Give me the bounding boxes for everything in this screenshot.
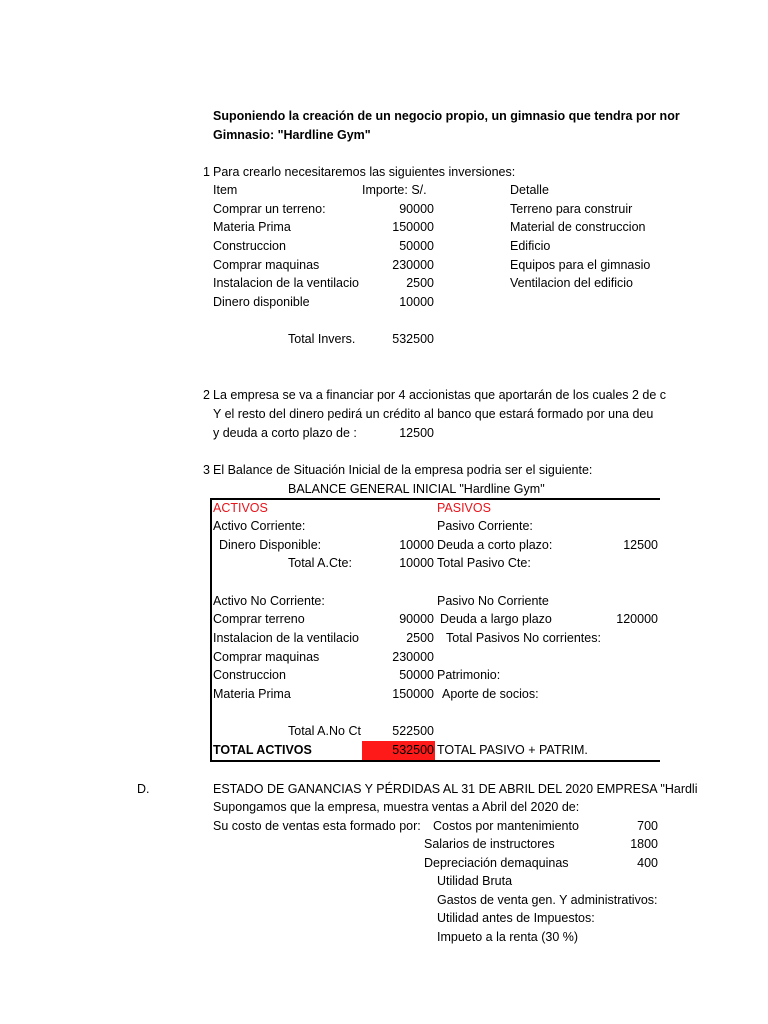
materia-prima-value: 150000: [392, 687, 434, 701]
activo-corriente-label: Activo Corriente:: [213, 519, 306, 533]
balance-top-border: [210, 498, 660, 500]
header-item: Item: [213, 183, 238, 197]
utilidad-antes-impuestos-label: Utilidad antes de Impuestos:: [437, 911, 595, 925]
short-term-debt-label: y deuda a corto plazo de :: [213, 426, 357, 440]
total-anoct-value: 522500: [392, 724, 434, 738]
comprar-maquinas-value: 230000: [392, 650, 434, 664]
section-1-number: 1: [203, 165, 210, 179]
dinero-disponible-label: Dinero Disponible:: [219, 538, 322, 552]
short-term-debt-value: 12500: [399, 426, 434, 440]
deuda-largo-plazo-label: Deuda a largo plazo: [440, 612, 552, 626]
investment-item: Instalacion de la ventilacio: [213, 276, 359, 290]
construccion-label: Construccion: [213, 668, 286, 682]
deuda-corto-plazo-label: Deuda a corto plazo:: [437, 538, 553, 552]
investment-amount: 150000: [392, 220, 434, 234]
total-activos-value: 532500: [392, 743, 434, 757]
pasivos-header: PASIVOS: [437, 501, 491, 515]
investment-detail: Terreno para construir: [510, 202, 633, 216]
materia-prima-label: Materia Prima: [213, 687, 291, 701]
total-activos-label: TOTAL ACTIVOS: [213, 743, 312, 757]
section-3-text: El Balance de Situación Inicial de la empresa podria ser el siguiente:: [213, 463, 593, 477]
cost-item-value: 700: [637, 819, 658, 833]
total-acte-label: Total A.Cte:: [288, 556, 352, 570]
investment-amount: 230000: [392, 258, 434, 272]
investment-item: Comprar un terreno:: [213, 202, 326, 216]
investment-detail: Ventilacion del edificio: [510, 276, 633, 290]
activos-header: ACTIVOS: [213, 501, 268, 515]
costo-intro: Su costo de ventas esta formado por:: [213, 819, 421, 833]
deuda-corto-plazo-value: 12500: [623, 538, 658, 552]
section-d-title: ESTADO DE GANANCIAS Y PÉRDIDAS AL 31 DE ABRIL DEL 2020 EMPRESA "Hardli: [213, 782, 698, 796]
pasivo-corriente-label: Pasivo Corriente:: [437, 519, 533, 533]
total-pasivos-no-corrientes-label: Total Pasivos No corrientes:: [446, 631, 601, 645]
investment-detail: Edificio: [510, 239, 551, 253]
section-1-text: Para crearlo necesitaremos las siguientes inversiones:: [213, 165, 516, 179]
section-3-number: 3: [203, 463, 210, 477]
investment-amount: 90000: [399, 202, 434, 216]
investment-item: Construccion: [213, 239, 286, 253]
ventilacion-label: Instalacion de la ventilacio: [213, 631, 359, 645]
investment-detail: Material de construccion: [510, 220, 646, 234]
balance-bottom-border: [210, 760, 660, 762]
comprar-terreno-label: Comprar terreno: [213, 612, 305, 626]
cost-item-label: Costos por mantenimiento: [433, 819, 579, 833]
header-detalle: Detalle: [510, 183, 549, 197]
utilidad-bruta-label: Utilidad Bruta: [437, 874, 513, 888]
total-pasivo-cte-label: Total Pasivo Cte:: [437, 556, 531, 570]
activo-no-corriente-label: Activo No Corriente:: [213, 594, 325, 608]
gastos-label: Gastos de venta gen. Y administrativos:: [437, 893, 658, 907]
cost-item-value: 1800: [630, 837, 658, 851]
cost-item-label: Depreciación demaquinas: [424, 856, 569, 870]
cost-item-value: 400: [637, 856, 658, 870]
investment-amount: 2500: [406, 276, 434, 290]
cost-item-label: Salarios de instructores: [424, 837, 555, 851]
investment-item: Materia Prima: [213, 220, 291, 234]
investment-item: Comprar maquinas: [213, 258, 320, 272]
intro-line-1: Suponiendo la creación de un negocio propio, un gimnasio que tendra por nor: [213, 109, 680, 123]
investment-detail: Equipos para el gimnasio: [510, 258, 651, 272]
construccion-value: 50000: [399, 668, 434, 682]
investment-amount: 10000: [399, 295, 434, 309]
total-investment-label: Total Invers.: [288, 332, 356, 346]
total-acte-value: 10000: [399, 556, 434, 570]
deuda-largo-plazo-value: 120000: [616, 612, 658, 626]
section-d-letter: D.: [137, 782, 150, 796]
total-pasivo-patrim-label: TOTAL PASIVO + PATRIM.: [437, 743, 588, 757]
ventilacion-value: 2500: [406, 631, 434, 645]
balance-left-border: [210, 498, 212, 762]
pasivo-no-corriente-label: Pasivo No Corriente: [437, 594, 549, 608]
total-anoct-label: Total A.No Ct: [288, 724, 361, 738]
total-investment-value: 532500: [392, 332, 434, 346]
balance-title: BALANCE GENERAL INICIAL "Hardline Gym": [288, 482, 545, 496]
patrimonio-label: Patrimonio:: [437, 668, 501, 682]
investment-amount: 50000: [399, 239, 434, 253]
section-2-line-2: Y el resto del dinero pedirá un crédito al banco que estará formado por una deu: [213, 407, 654, 421]
section-2-line-1: La empresa se va a financiar por 4 accionistas que aportarán de los cuales 2 de c: [213, 388, 667, 402]
aporte-socios-label: Aporte de socios:: [442, 687, 539, 701]
section-2-number: 2: [203, 388, 210, 402]
comprar-maquinas-label: Comprar maquinas: [213, 650, 320, 664]
ventas-line: Supongamos que la empresa, muestra ventas a Abril del 2020 de:: [213, 800, 580, 814]
investment-item: Dinero disponible: [213, 295, 310, 309]
impuesto-renta-label: Impueto a la renta (30 %): [437, 930, 579, 944]
intro-line-2: Gimnasio: "Hardline Gym": [213, 128, 371, 142]
comprar-terreno-value: 90000: [399, 612, 434, 626]
header-importe: Importe: S/.: [362, 183, 427, 197]
dinero-disponible-value: 10000: [399, 538, 434, 552]
